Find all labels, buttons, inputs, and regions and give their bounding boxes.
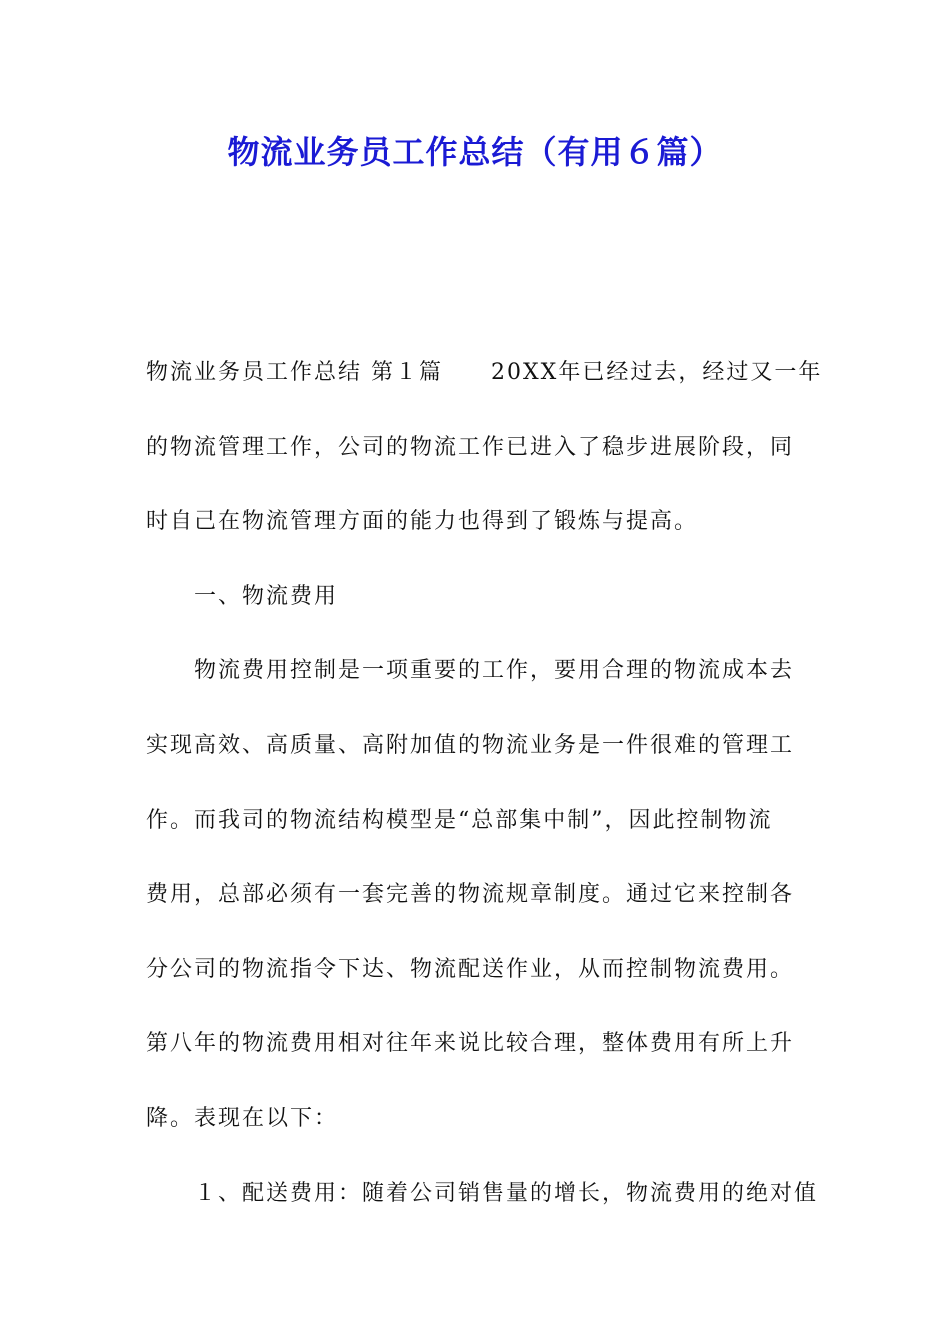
paragraph-line: 第八年的物流费用相对往年来说比较合理，整体费用有所上升 bbox=[146, 1031, 795, 1057]
paragraph-line: 作。而我司的物流结构模型是“总部集中制”，因此控制物流 bbox=[146, 807, 773, 833]
paragraph-line: 时自己在物流管理方面的能力也得到了锻炼与提高。 bbox=[146, 509, 699, 535]
paragraph-line bbox=[146, 336, 823, 411]
paragraph-text: 20XX年已经过去，经过又一年 bbox=[491, 360, 823, 385]
paragraph-line: 的物流管理工作，公司的物流工作已进入了稳步进展阶段，同 bbox=[146, 434, 795, 460]
subheading: 一、物流费用 bbox=[194, 583, 339, 609]
paragraph-line: 费用，总部必须有一套完善的物流规章制度。通过它来控制各 bbox=[146, 882, 795, 908]
paragraph-line: 降。表现在以下： bbox=[146, 1105, 339, 1131]
list-item-line: １、配送费用：随着公司销售量的增长，物流费用的绝对值 bbox=[194, 1180, 819, 1206]
paragraph-line: 物流费用控制是一项重要的工作，要用合理的物流成本去 bbox=[194, 658, 795, 684]
document-body bbox=[146, 336, 823, 1231]
section-heading: 物流业务员工作总结 第１篇 bbox=[146, 360, 443, 385]
paragraph-line: 实现高效、高质量、高附加值的物流业务是一件很难的管理工 bbox=[146, 732, 795, 758]
paragraph-line: 分公司的物流指令下达、物流配送作业，从而控制物流费用。 bbox=[146, 956, 795, 982]
document-title: 物流业务员工作总结（有用６篇） bbox=[227, 133, 723, 171]
